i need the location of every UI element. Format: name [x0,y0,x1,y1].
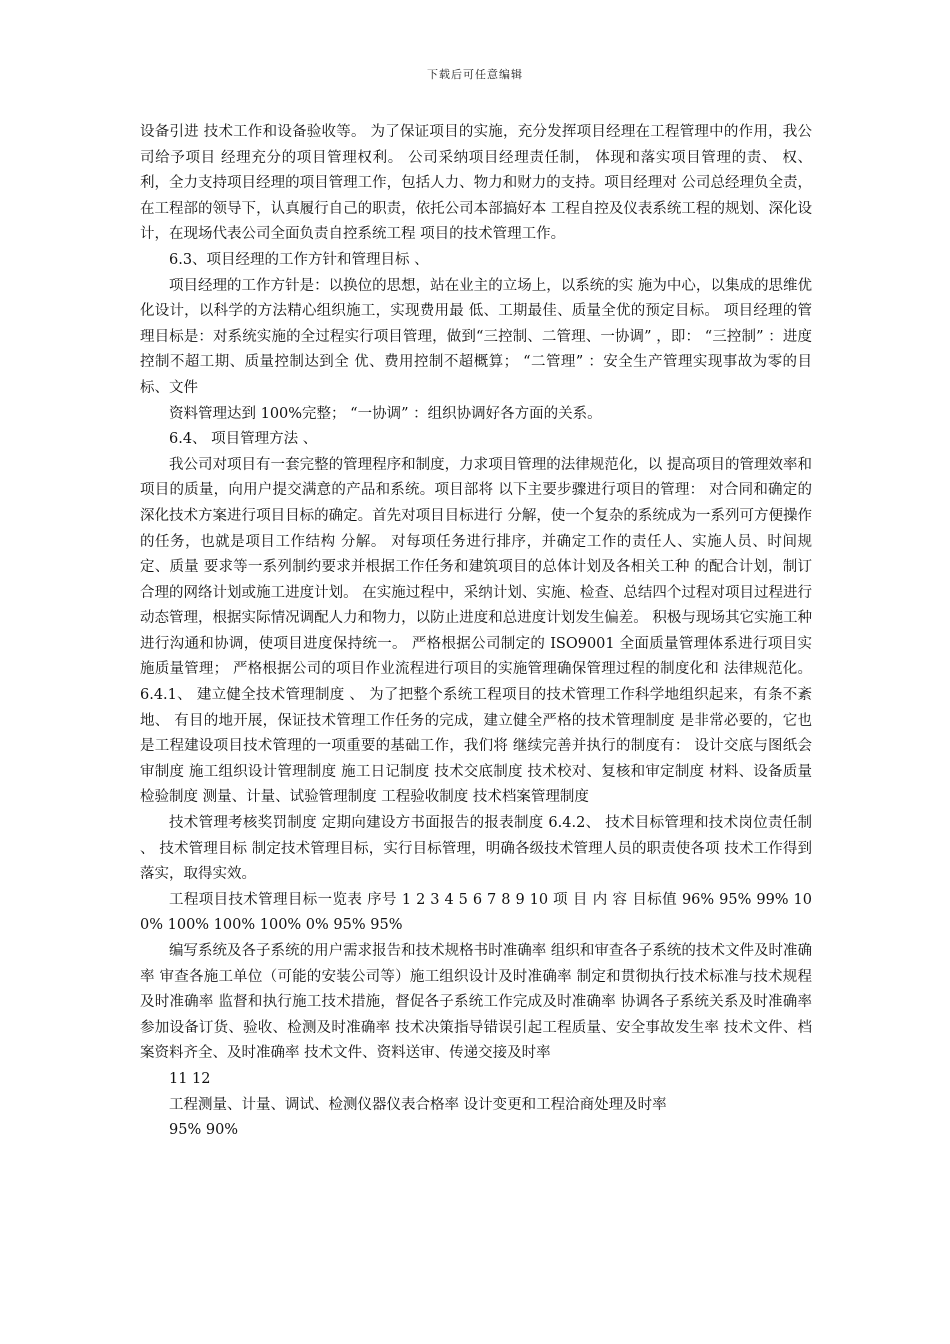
body-paragraph: 技术管理考核奖罚制度 定期向建设方书面报告的报表制度 6.4.2、 技术目标管理和技术岗位责任制 、 技术管理目标 制定技术管理目标，实行目标管理，明确各级技术管理人员的职责使各项 技术工作得到落实，取得实效。 [140,815,812,883]
body-paragraph: 我公司对项目有一套完整的管理程序和制度，力求项目管理的法律规范化，以 提高项目的管理效率和项目的质量，向用户提交满意的产品和系统。项目部将 以下主要步骤进行项目的管理： 对合同和确定的深化技术方案进行项目目标的确定。首先对项目目标进行 分解，使一个复杂的系统成为一系列可方便操作的任务，也就是项目工作结构 分解。 对每项任务进行排序，并确定工作的责任人、实施人员、时间规定、质量 要求等一系列制约要求并根据工作任务和建筑项目的总体计划及各相关工种 的配合计划，制订合理的网络计划或施工进度计划。 在实施过程中，采纳计划、实施、检查、总结四个过程对项目过程进行动态管理，根据实际情况调配人力和物力，以防止进度和总进度计划发生偏差。 积极与现场其它实施工种进行沟通和协调，使项目进度保持统一。 严格根据公司制定的 ISO9001 全面质量管理体系进行项目实施质量管理； 严格根据公司的项目作业流程进行项目的实施管理确保管理过程的制度化和 法律规范化。 6.4.1、 建立健全技术管理制度 、 为了把整个系统工程项目的技术管理工作科学地组织起来，有条不紊地、 有目的地开展，保证技术管理工作任务的完成，建立健全严格的技术管理制度 是非常必要的，它也是工程建设项目技术管理的一项重要的基础工作，我们将 继续完善并执行的制度有： 设计交底与图纸会审制度 施工组织设计管理制度 施工日记制度 技术交底制度 技术校对、复核和审定制度 材料、设备质量检验制度 测量、计量、试验管理制度 工程验收制度 技术档案管理制度 [140,456,812,806]
body-paragraph: 设备引进 技术工作和设备验收等。 为了保证项目的实施，充分发挥项目经理在工程管理中的作用，我公司给予项目 经理充分的项目管理权利。 公司采纳项目经理责任制， 体现和落实项目管理的责、 权、 利，全力支持项目经理的项目管理工作，包括人力、物力和财力的支持。项目经理对 公司总经理负全责，在工程部的领导下，认真履行自己的职责，依托公司本部搞好本 工程自控及仪表系统工程的规划、深化设计，在现场代表公司全面负责自控系统工程 项目的技术管理工作。 [140,124,812,243]
section-heading: 6.3、项目经理的工作方针和管理目标 、 [169,251,429,268]
body-paragraph: 95% 90% [169,1122,239,1139]
document-body [140,120,812,1144]
body-paragraph: 工程项目技术管理目标一览表 序号 1 2 3 4 5 6 7 8 9 10 项 目 内 容 目标值 96% 95% 99% 100% 100% 100% 100% 0% 95% 95% [140,891,812,934]
body-paragraph: 编写系统及各子系统的用户需求报告和技术规格书时准确率 组织和审查各子系统的技术文件及时准确率 审查各施工单位（可能的安装公司等）施工组织设计及时准确率 制定和贯彻执行技术标准与技术规程及时准确率 监督和执行施工技术措施，督促各子系统工作完成及时准确率 协调各子系统关系及时准确率 参加设备订货、验收、检测及时准确率 技术决策指导错误引起工程质量、安全事故发生率 技术文件、档案资料齐全、及时准确率 技术文件、资料送审、传递交接及时率 [140,943,812,1062]
body-paragraph: 资料管理达到 100%完整； “一协调” ：组织协调好各方面的关系。 [169,405,602,422]
page-header: 下载后可任意编辑 [427,68,523,81]
section-heading: 6.4、 项目管理方法 、 [169,431,318,448]
body-paragraph: 11 12 [169,1070,211,1087]
body-paragraph: 工程测量、计量、调试、检测仪器仪表合格率 设计变更和工程洽商处理及时率 [169,1096,667,1113]
body-paragraph: 项目经理的工作方针是：以换位的思想，站在业主的立场上，以系统的实 施为中心，以集成的思维优化设计，以科学的方法精心组织施工，实现费用最 低、工期最佳、质量全优的预定目标。 项目经理的管理目标是：对系统实施的全过程实行项目管理，做到“三控制、二管理、一协调” ，即： “三控制” ：进度控制不超工期、质量控制达到全 优、费用控制不超概算； “二管理” ：安全生产管理实现事故为零的目标、文件 [140,277,812,396]
